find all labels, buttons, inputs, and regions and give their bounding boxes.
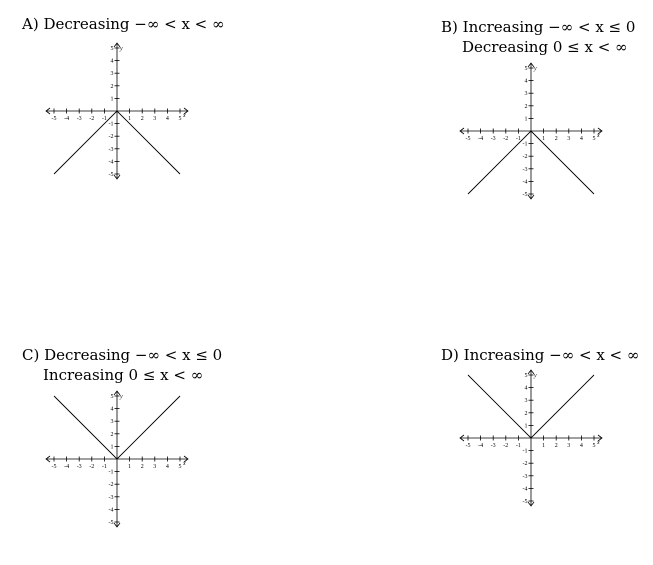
x-tick-label: 3 [153, 464, 157, 470]
x-tick-label: 1 [542, 136, 546, 142]
y-tick-label: -1 [522, 448, 528, 455]
y-tick-label: -2 [522, 154, 528, 161]
option-b-line-1: B) Increasing −∞ < x ≤ 0 [441, 18, 636, 36]
y-tick-label: -5 [108, 172, 114, 178]
y-tick-label: 5 [524, 373, 528, 379]
y-tick-label: 3 [524, 398, 528, 405]
x-tick-label: -5 [465, 136, 471, 142]
x-tick-label: -5 [51, 116, 57, 122]
y-tick-label: 3 [110, 419, 114, 426]
y-tick-label: -2 [108, 134, 114, 141]
y-axis-label: y [534, 373, 537, 379]
y-tick-label: 2 [524, 410, 528, 417]
y-tick-label: 1 [110, 96, 114, 103]
x-axis-label: x [597, 133, 600, 139]
x-tick-label: 5 [178, 464, 182, 470]
y-tick-label: -2 [108, 482, 114, 489]
y-tick-label: -4 [522, 486, 528, 493]
y-tick-label: 4 [524, 385, 528, 392]
y-tick-label: 4 [110, 406, 114, 413]
x-tick-label: -3 [490, 443, 496, 449]
x-tick-label: 4 [579, 443, 583, 449]
x-tick-label: 2 [554, 443, 558, 449]
y-tick-label: 2 [110, 83, 114, 90]
x-tick-label: -2 [89, 464, 95, 470]
x-tick-label: 2 [140, 464, 144, 470]
y-tick-label: 2 [524, 103, 528, 110]
y-tick-label: -1 [108, 121, 114, 128]
option-b-line-2: Decreasing 0 ≤ x < ∞ [462, 38, 628, 56]
x-tick-label: -1 [101, 464, 107, 470]
x-tick-label: 1 [542, 443, 546, 449]
x-tick-label: -4 [64, 464, 70, 470]
y-tick-label: -2 [522, 461, 528, 468]
x-tick-label: 3 [153, 116, 157, 122]
y-tick-label: -4 [108, 507, 114, 514]
y-tick-label: 5 [524, 66, 528, 72]
option-c-line-1: C) Decreasing −∞ < x ≤ 0 [22, 346, 223, 364]
x-tick-label: -5 [51, 464, 57, 470]
y-axis-label: y [534, 66, 537, 72]
x-tick-label: 2 [554, 136, 558, 142]
x-tick-label: 5 [592, 443, 596, 449]
y-tick-label: -5 [108, 520, 114, 526]
x-tick-label: -3 [76, 464, 82, 470]
y-tick-label: -5 [522, 499, 528, 505]
option-c-line-2: Increasing 0 ≤ x < ∞ [43, 366, 204, 384]
x-tick-label: 4 [165, 464, 169, 470]
x-axis-label: x [597, 440, 600, 446]
option-d-line-1: D) Increasing −∞ < x < ∞ [441, 346, 640, 364]
y-tick-label: -3 [108, 494, 114, 501]
x-tick-label: -3 [76, 116, 82, 122]
x-axis-label: x [183, 461, 186, 467]
y-tick-label: 3 [110, 71, 114, 78]
x-tick-label: 3 [567, 443, 571, 449]
y-axis-label: y [120, 394, 123, 400]
x-tick-label: -1 [515, 136, 521, 142]
x-tick-label: 5 [592, 136, 596, 142]
y-tick-label: 4 [110, 58, 114, 65]
y-tick-label: -3 [522, 473, 528, 480]
x-tick-label: -3 [490, 136, 496, 142]
x-tick-label: -4 [478, 443, 484, 449]
x-tick-label: -4 [478, 136, 484, 142]
x-tick-label: 4 [579, 136, 583, 142]
x-tick-label: -1 [101, 116, 107, 122]
x-tick-label: 5 [178, 116, 182, 122]
y-tick-label: -5 [522, 192, 528, 198]
x-axis-label: x [183, 113, 186, 119]
y-tick-label: -1 [108, 469, 114, 476]
y-tick-label: 1 [110, 444, 114, 451]
x-tick-label: 1 [128, 116, 132, 122]
x-tick-label: 3 [567, 136, 571, 142]
y-tick-label: 5 [110, 394, 114, 400]
x-tick-label: -2 [503, 443, 509, 449]
y-tick-label: 3 [524, 91, 528, 98]
y-tick-label: -4 [522, 179, 528, 186]
y-tick-label: -3 [522, 166, 528, 173]
y-tick-label: -4 [108, 159, 114, 166]
option-a-line-1: A) Decreasing −∞ < x < ∞ [22, 15, 225, 33]
y-tick-label: 1 [524, 423, 528, 430]
y-tick-label: -1 [522, 141, 528, 148]
x-tick-label: 1 [128, 464, 132, 470]
y-tick-label: 1 [524, 116, 528, 123]
y-tick-label: 4 [524, 78, 528, 85]
y-axis-label: y [120, 46, 123, 52]
y-tick-label: -3 [108, 146, 114, 153]
x-tick-label: 2 [140, 116, 144, 122]
x-tick-label: -2 [503, 136, 509, 142]
x-tick-label: -2 [89, 116, 95, 122]
x-tick-label: -4 [64, 116, 70, 122]
x-tick-label: -1 [515, 443, 521, 449]
x-tick-label: 4 [165, 116, 169, 122]
x-tick-label: -5 [465, 443, 471, 449]
y-tick-label: 2 [110, 431, 114, 438]
y-tick-label: 5 [110, 46, 114, 52]
